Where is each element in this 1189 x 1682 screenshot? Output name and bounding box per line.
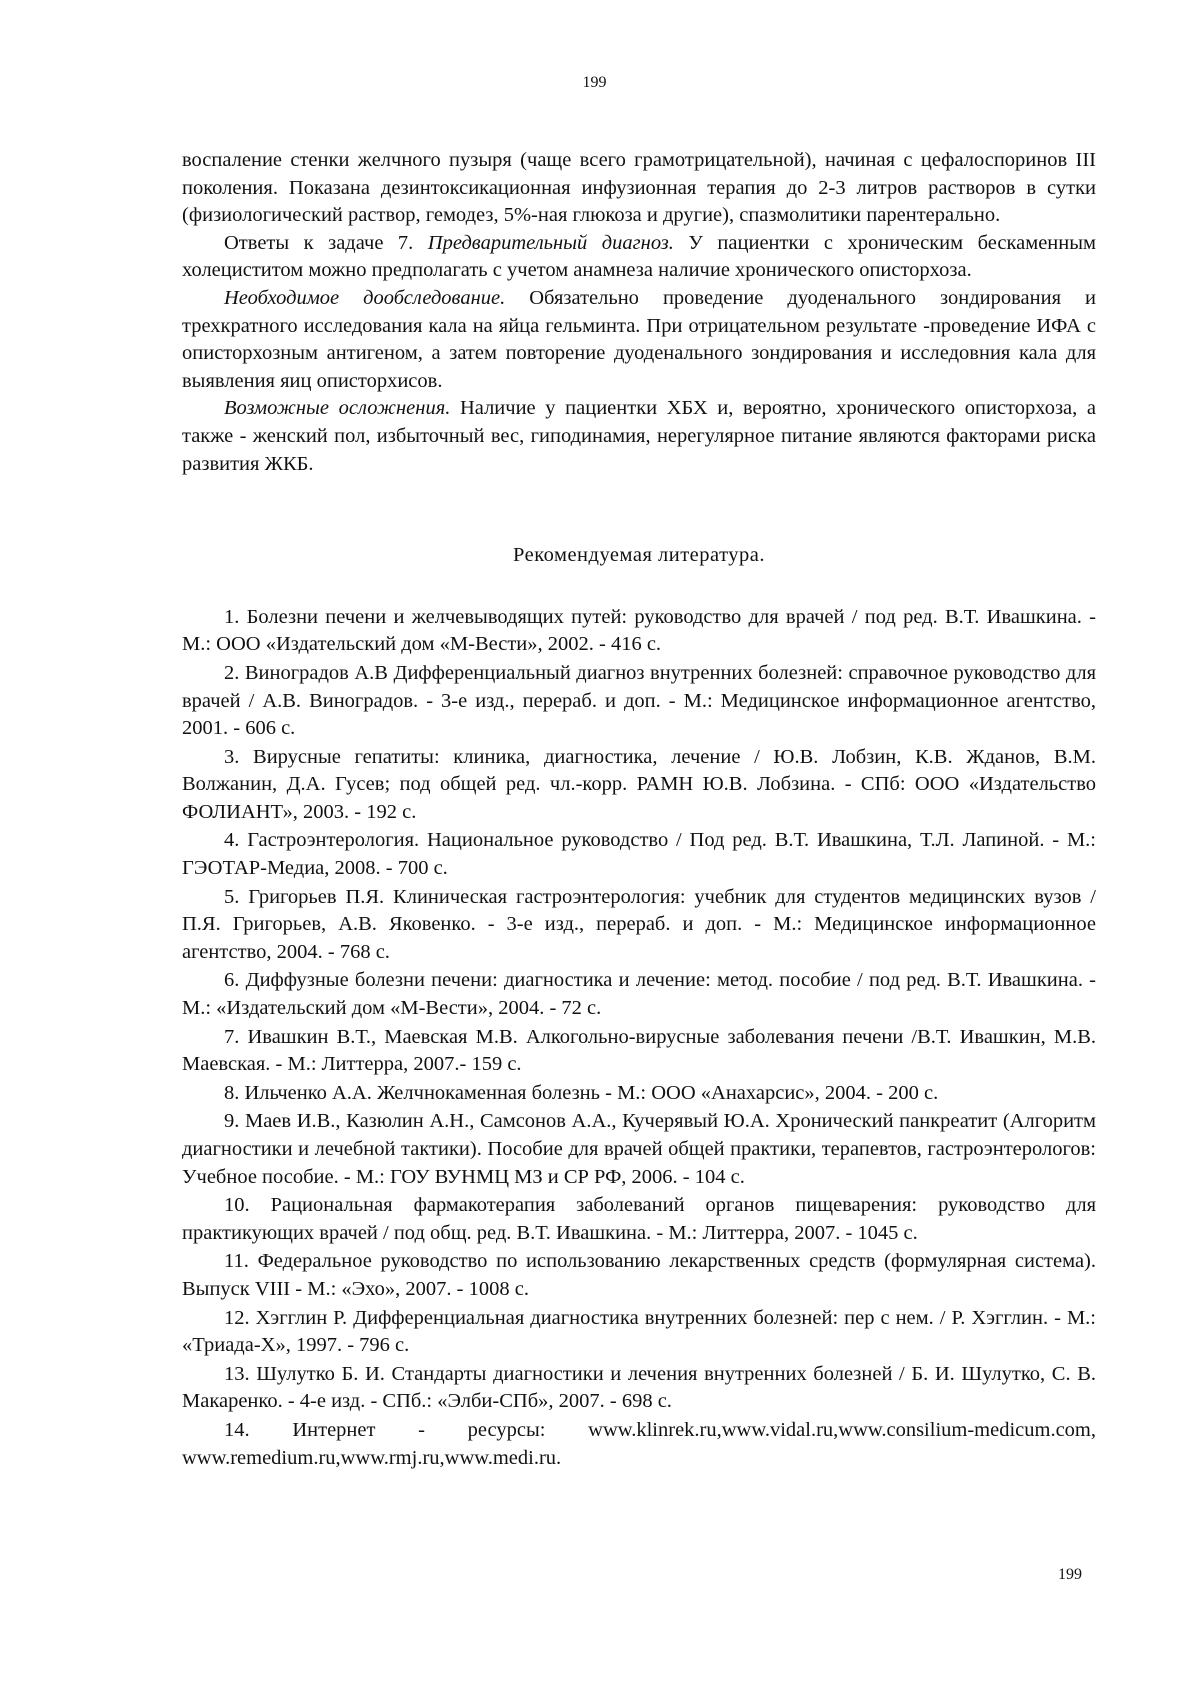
reference-item: 1. Болезни печени и желчевыводящих путей: руководство для врачей / под ред. В.Т. Ивашкина. - М.: ООО «Издательский дом «М-Вести», 2002. - 416 с. [182,605,1096,656]
reference-item: 8. Ильченко А.А. Желчнокаменная болезнь - М.: ООО «Анахарсис», 2004. - 200 с. [224,1081,939,1104]
reference-item: 5. Григорьев П.Я. Клиническая гастроэнтерология: учебник для студентов медицинских вузов / П.Я. Григорьев, А.В. Яковенко. - 3-е изд., перераб. и доп. - М.: Медицинское информационное агентство, 2004. - 768 с. [182,885,1096,963]
reference-item: 4. Гастроэнтерология. Национальное руководство / Под ред. В.Т. Ивашкина, Т.Л. Лапиной. - М.: ГЭОТАР-Медиа, 2008. - 700 с. [182,829,1096,880]
paragraph-complications [182,395,1096,478]
reference-item: 11. Федеральное руководство по использованию лекарственных средств (формулярная система). Выпуск VIII - М.: «Эхо», 2007. - 1008 с. [182,1250,1096,1300]
page-number-bottom: 199 [1058,1566,1082,1583]
reference-item: 13. Шулутко Б. И. Стандарты диагностики и лечения внутренних болезней / Б. И. Шулутко, С. В. Макаренко. - 4-е изд. - СПб.: «Элби-СПб», 2007. - 698 с. [182,1362,1096,1413]
page-number-top: 199 [582,74,607,91]
additional-exam-text: Обязательно проведение дуоденального зондирования и трехкратного исследования кала на яйца гельминта. При отрицательном результате -проведение ИФА с описторхозным антигеном, а затем повторение дуоденального зондирования и исследовния кала для выявления яиц описторхисов. [182,286,1096,392]
reference-item: 9. Маев И.В., Казюлин А.Н., Самсонов А.А., Кучерявый Ю.А. Хронический панкреатит (Алгоритм диагностики и лечебной тактики). Пособие для врачей общей практики, терапевтов, гастроэнтерологов: Учебное пособие. - М.: ГОУ ВУНМЦ МЗ и СР РФ, 2006. - 104 с. [182,1110,1096,1188]
paragraph-treatment: воспаление стенки желчного пузыря (чаще всего грамотрицательной), начиная с цефалоспоринов III поколения. Показана дезинтоксикационная инфузионная терапия до 2-3 литров растворов в сутки (физиологический раствор, гемодез, 5%-ная глюкоза и другие), спазмолитики парентерально. [182,149,1096,227]
paragraph-answer-7 [182,230,1096,285]
literature-title: Рекомендуемая литература. [512,544,766,567]
additional-exam-label: Необходимое дообследование. [224,286,506,309]
reference-item: 2. Виноградов А.В Дифференциальный диагноз внутренних болезней: справочное руководство для врачей / А.В. Виноградов. - 3-е изд., перераб. и доп. - М.: Медицинское информационное агентство, 2001. - 606 с. [182,661,1096,740]
preliminary-diagnosis-text: У пациентки с хроническим бескаменным холециститом можно предполагать с учетом анамнеза наличие хронического описторхоза. [182,231,1096,282]
reference-item: 12. Хэгглин Р. Дифференциальная диагностика внутренних болезней: пер с нем. / Р. Хэгглин. - М.: «Триада-Х», 1997. - 796 с. [182,1306,1096,1357]
answer-lead: Ответы к задаче 7. [224,231,428,254]
reference-item: 7. Ивашкин В.Т., Маевская М.В. Алкогольно-вирусные заболевания печени /В.Т. Ивашкин, М.В. Маевская. - М.: Литтерра, 2007.- 159 с. [182,1025,1096,1076]
reference-item: 6. Диффузные болезни печени: диагностика и лечение: метод. пособие / под ред. В.Т. Ивашкина. - М.: «Издательский дом «М-Вести», 2004. - 72 с. [182,969,1096,1020]
reference-list [182,604,1096,1472]
reference-item: 3. Вирусные гепатиты: клиника, диагностика, лечение / Ю.В. Лобзин, К.В. Жданов, В.М. Волжанин, Д.А. Гусев; под общей ред. чл.-корр. РАМН Ю.В. Лобзина. - СПб: ООО «Издательство ФОЛИАНТ», 2003. - 192 с. [182,745,1096,823]
complications-text: Наличие у пациентки ХБХ и, вероятно, хронического описторхоза, а также - женский пол, избыточный вес, гиподинамия, нерегулярное питание являются факторами риска развития ЖКБ. [182,397,1096,475]
preliminary-diagnosis-label: Предварительный диагноз. [427,231,674,254]
complications-label: Возможные осложнения. [224,397,451,420]
reference-item: 14. Интернет - ресурсы: www.klinrek.ru,www.vidal.ru,www.consilium-medicum.com, www.remedium.ru,www.rmj.ru,www.medi.ru. [182,1418,1096,1469]
paragraph-additional-exam [182,285,1096,395]
page-content [182,147,1096,1472]
reference-item: 10. Рациональная фармакотерапия заболеваний органов пищеварения: руководство для практикующих врачей / под общ. ред. В.Т. Ивашкина. - М.: Литтерра, 2007. - 1045 с. [182,1194,1096,1244]
